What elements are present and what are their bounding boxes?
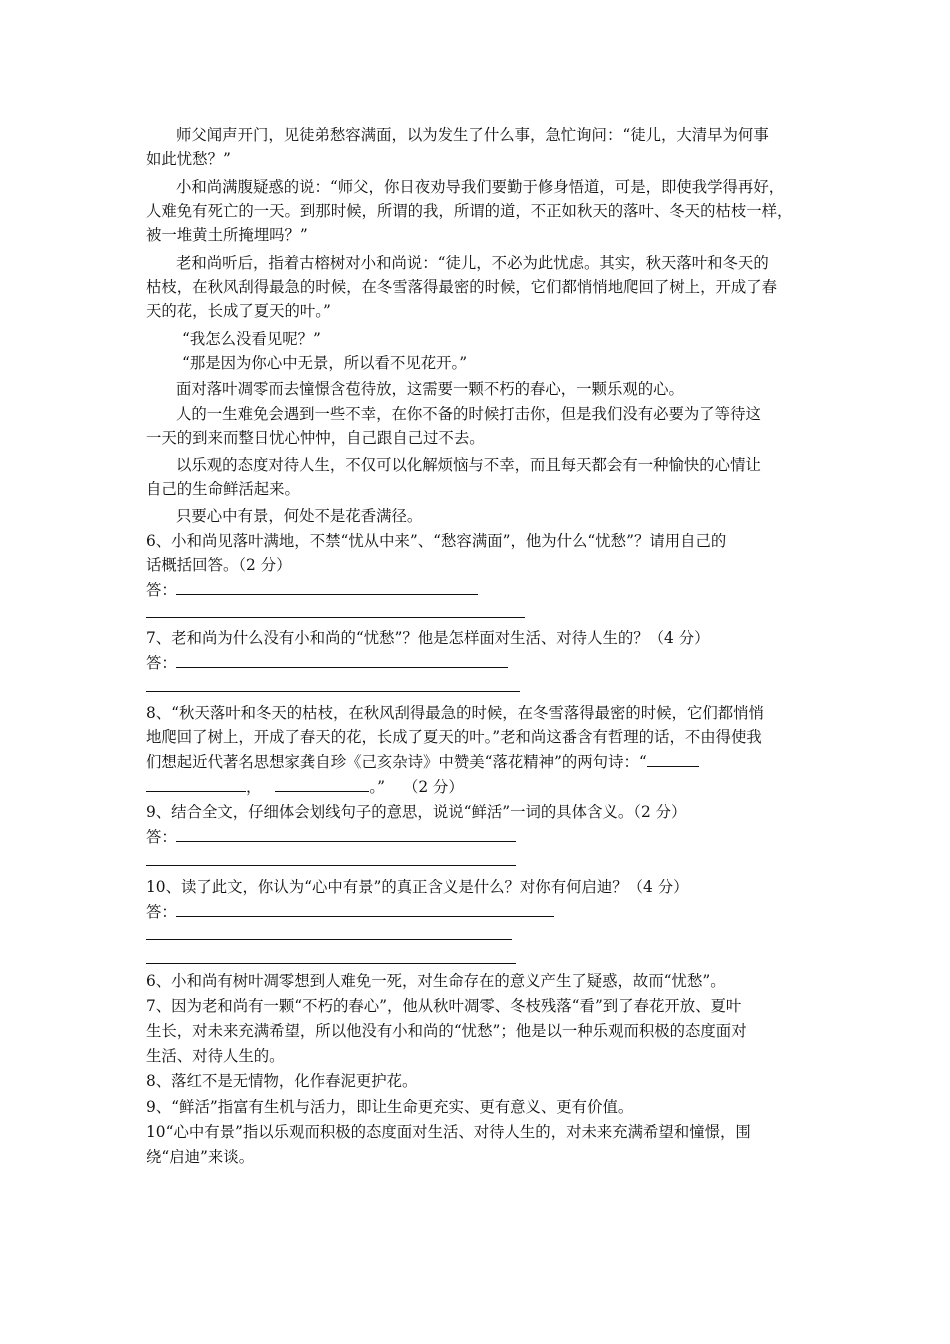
passage-paragraph-5: “那是因为你心中无景，所以看不见花开。” bbox=[182, 354, 468, 372]
passage-paragraph-7-line-1: 人的一生难免会遇到一些不幸，在你不备的时候打击你，但是我们没有必要为了等待这 bbox=[176, 405, 761, 423]
passage-paragraph-2-line-1: 小和尚满腹疑惑的说：“师父，你日夜劝导我们要勤于修身悟道，可是，即使我学得再好， bbox=[176, 178, 785, 196]
passage-paragraph-3-line-2: 枯枝，在秋风刮得最急的时候，在冬雪落得最密的时候，它们都悄悄地爬回了树上，开成了春 bbox=[146, 278, 778, 296]
question-10-answer-line-3[interactable] bbox=[146, 963, 516, 964]
question-8-score: （2 分） bbox=[402, 778, 464, 796]
question-10-answer-label: 答： bbox=[146, 903, 177, 921]
passage-paragraph-6: 面对落叶凋零而去憧憬含苞待放，这需要一颗不朽的春心，一颗乐观的心。 bbox=[176, 380, 684, 398]
question-7-answer-line-1[interactable] bbox=[176, 667, 508, 668]
question-8-line-4 bbox=[146, 775, 464, 799]
question-10: 10、读了此文，你认为“心中有景”的真正含义是什么？对你有何启迪？（4 分） bbox=[146, 878, 689, 896]
answer-10-line-1: 10“心中有景”指以乐观而积极的态度面对生活、对待人生的，对未来充满希望和憧憬，围 bbox=[146, 1123, 751, 1141]
passage-paragraph-1-line-2: 如此忧愁？” bbox=[146, 150, 231, 168]
question-6-line-2: 话概括回答。（2 分） bbox=[146, 556, 292, 574]
question-8-end-quote: 。” bbox=[369, 778, 385, 796]
question-7: 7、老和尚为什么没有小和尚的“忧愁”？他是怎样面对生活、对待人生的？（4 分） bbox=[146, 629, 710, 647]
question-9: 9、结合全文，仔细体会划线句子的意思，说说“鲜活”一词的具体含义。（2 分） bbox=[146, 803, 687, 821]
answer-7-line-2: 生长，对未来充满希望，所以他没有小和尚的“忧愁”；他是以一种乐观而积极的态度面对 bbox=[146, 1022, 747, 1040]
answer-7-line-1: 7、因为老和尚有一颗“不朽的春心”，他从秋叶凋零、冬枝残落“看”到了春花开放、夏叶 bbox=[146, 997, 742, 1015]
passage-paragraph-7-line-2: 一天的到来而整日忧心忡忡，自己跟自己过不去。 bbox=[146, 429, 485, 447]
question-7-answer-label: 答： bbox=[146, 654, 177, 672]
passage-paragraph-3-line-1: 老和尚听后，指着古榕树对小和尚说：“徒儿，不必为此忧虑。其实，秋天落叶和冬天的 bbox=[176, 254, 769, 272]
question-8-blank-1b[interactable] bbox=[146, 775, 246, 792]
question-10-answer-line-1[interactable] bbox=[176, 916, 554, 917]
question-8-comma: ， bbox=[246, 778, 262, 796]
passage-paragraph-1-line-1: 师父闻声开门，见徒弟愁容满面，以为发生了什么事，急忙询问：“徒儿，大清早为何事 bbox=[176, 126, 769, 144]
question-8-line-2: 地爬回了树上，开成了春天的花，长成了夏天的叶。”老和尚这番含有哲理的话，不由得使我 bbox=[146, 728, 762, 746]
question-9-answer-label: 答： bbox=[146, 828, 177, 846]
question-6-line-1: 6、小和尚见落叶满地，不禁“忧从中来”、“愁容满面”，他为什么“忧愁”？请用自己的 bbox=[146, 532, 727, 550]
passage-paragraph-2-line-3: 被一堆黄土所掩埋吗？” bbox=[146, 226, 308, 244]
question-9-answer-line-2[interactable] bbox=[146, 865, 516, 866]
passage-paragraph-8-line-2: 自己的生命鲜活起来。 bbox=[146, 480, 300, 498]
passage-paragraph-3-line-3: 天的花，长成了夏天的叶。” bbox=[146, 302, 331, 320]
question-8-blank-2[interactable] bbox=[275, 775, 369, 792]
answer-7-line-3: 生活、对待人生的。 bbox=[146, 1047, 285, 1065]
answer-9: 9、“鲜活”指富有生机与活力，即让生命更充实、更有意义、更有价值。 bbox=[146, 1098, 634, 1116]
passage-paragraph-8-line-1: 以乐观的态度对待人生，不仅可以化解烦恼与不幸，而且每天都会有一种愉快的心情让 bbox=[176, 456, 761, 474]
question-6-answer-label: 答： bbox=[146, 581, 177, 599]
answer-8: 8、落红不是无情物，化作春泥更护花。 bbox=[146, 1072, 418, 1090]
question-8-line-3-text: 们想起近代著名思想家龚自珍《己亥杂诗》中赞美“落花精神”的两句诗：“ bbox=[146, 753, 647, 771]
question-6-answer-line-2[interactable] bbox=[146, 617, 525, 618]
question-10-answer-line-2[interactable] bbox=[146, 939, 512, 940]
answer-6: 6、小和尚有树叶凋零想到人难免一死，对生命存在的意义产生了疑惑，故而“忧愁”。 bbox=[146, 972, 726, 990]
passage-paragraph-4: “我怎么没看见呢？” bbox=[182, 330, 321, 348]
question-8-line-1: 8、“秋天落叶和冬天的枯枝，在秋风刮得最急的时候，在冬雪落得最密的时候，它们都悄悄 bbox=[146, 704, 764, 722]
question-8-line-3 bbox=[146, 750, 699, 774]
question-9-answer-line-1[interactable] bbox=[176, 841, 516, 842]
question-6-answer-line-1[interactable] bbox=[176, 594, 478, 595]
passage-paragraph-2-line-2: 人难免有死亡的一天。到那时候，所谓的我，所谓的道，不正如秋天的落叶、冬天的枯枝一样， bbox=[146, 202, 793, 220]
question-8-blank-1a[interactable] bbox=[647, 750, 699, 767]
answer-10-line-2: 绕“启迪”来谈。 bbox=[146, 1148, 255, 1166]
passage-paragraph-9: 只要心中有景，何处不是花香满径。 bbox=[176, 507, 423, 525]
question-7-answer-line-2[interactable] bbox=[146, 691, 520, 692]
